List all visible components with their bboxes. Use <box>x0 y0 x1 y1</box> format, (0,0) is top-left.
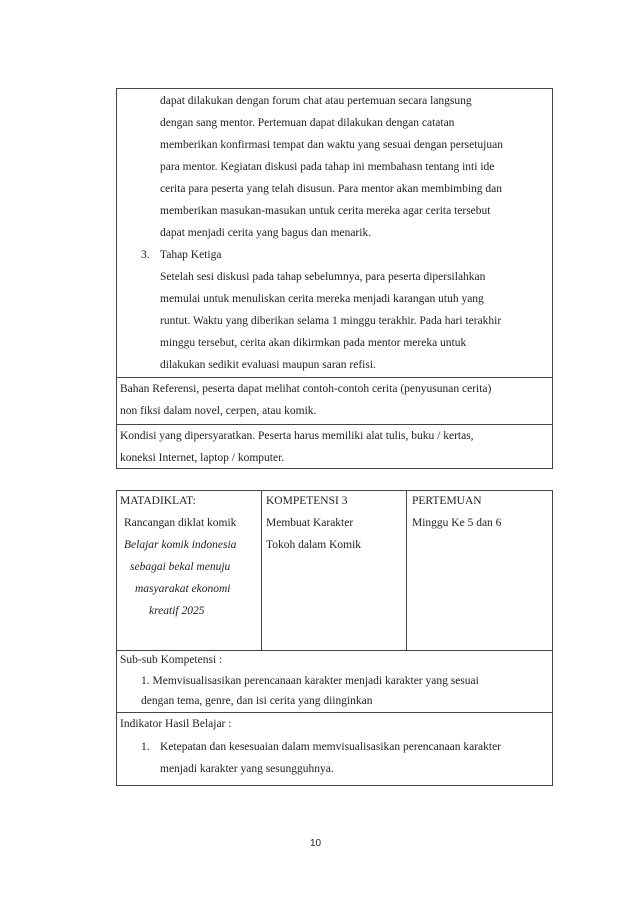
item-number: 3. <box>141 249 150 261</box>
subsub-line: 1. Memvisualisasikan perencanaan karakter menjadi karakter yang sesuai <box>141 675 479 687</box>
kondisi-line: Kondisi yang dipersyaratkan. Peserta harus memiliki alat tulis, buku / kertas, <box>120 430 474 442</box>
column-divider <box>406 490 407 650</box>
text-line: memberikan masukan-masukan untuk cerita mereka agar cerita tersebut <box>160 205 491 217</box>
text-line: para mentor. Kegiatan diskusi pada tahap ini membahasn tentang inti ide <box>160 161 495 173</box>
matadiklat-italic: sebagai bekal menuju <box>130 561 231 573</box>
row-divider <box>116 650 553 651</box>
indikator-title: Indikator Hasil Belajar : <box>120 718 232 730</box>
kondisi-line: koneksi Internet, laptop / komputer. <box>120 452 285 464</box>
text-line: dilakukan sedikit evaluasi maupun saran refisi. <box>160 359 376 371</box>
referensi-line: Bahan Referensi, peserta dapat melihat contoh-contoh cerita (penyusunan cerita) <box>120 383 492 395</box>
matadiklat-header: MATADIKLAT: <box>120 495 196 507</box>
text-line: dapat menjadi cerita yang bagus dan menarik. <box>160 227 372 239</box>
text-line: cerita para peserta yang telah disusun. Para mentor akan membimbing dan <box>160 183 503 195</box>
text-line: dengan sang mentor. Pertemuan dapat dilakukan dengan catatan <box>160 117 455 129</box>
matadiklat-italic: kreatif 2025 <box>149 605 205 617</box>
row-divider <box>116 712 553 713</box>
pertemuan-header: PERTEMUAN <box>412 495 482 507</box>
row-divider <box>116 377 553 378</box>
text-line: memulai untuk menuliskan cerita mereka menjadi karangan utuh yang <box>160 293 484 305</box>
text-line: minggu tersebut, cerita akan dikirmkan pada mentor mereka untuk <box>160 337 467 349</box>
item-title: Tahap Ketiga <box>160 249 222 261</box>
indikator-line: Ketepatan dan kesesuaian dalam memvisualisasikan perencanaan karakter <box>160 741 502 753</box>
pertemuan-text: Minggu Ke 5 dan 6 <box>412 517 502 529</box>
matadiklat-italic: Belajar komik indonesia <box>124 539 237 551</box>
indikator-line: menjadi karakter yang sesungguhnya. <box>160 763 334 775</box>
matadiklat-italic: masyarakat ekonomi <box>135 583 231 595</box>
kompetensi-header: KOMPETENSI 3 <box>266 495 348 507</box>
kompetensi-text: Tokoh dalam Komik <box>266 539 362 551</box>
kompetensi-text: Membuat Karakter <box>266 517 354 529</box>
text-line: runtut. Waktu yang diberikan selama 1 minggu terakhir. Pada hari terakhir <box>160 315 502 327</box>
text-line: dapat dilakukan dengan forum chat atau pertemuan secara langsung <box>160 95 472 107</box>
column-divider <box>261 490 262 650</box>
page-number: 10 <box>310 838 322 849</box>
subsub-line: dengan tema, genre, dan isi cerita yang diinginkan <box>141 695 373 707</box>
matadiklat-text: Rancangan diklat komik <box>124 517 237 529</box>
referensi-line: non fiksi dalam novel, cerpen, atau komik. <box>120 405 317 417</box>
text-line: memberikan konfirmasi tempat dan waktu yang sesuai dengan persetujuan <box>160 139 503 151</box>
indikator-number: 1. <box>141 741 150 753</box>
row-divider <box>116 424 553 425</box>
text-line: Setelah sesi diskusi pada tahap sebelumnya, para peserta dipersilahkan <box>160 271 486 283</box>
subsub-title: Sub-sub Kompetensi : <box>120 654 223 666</box>
